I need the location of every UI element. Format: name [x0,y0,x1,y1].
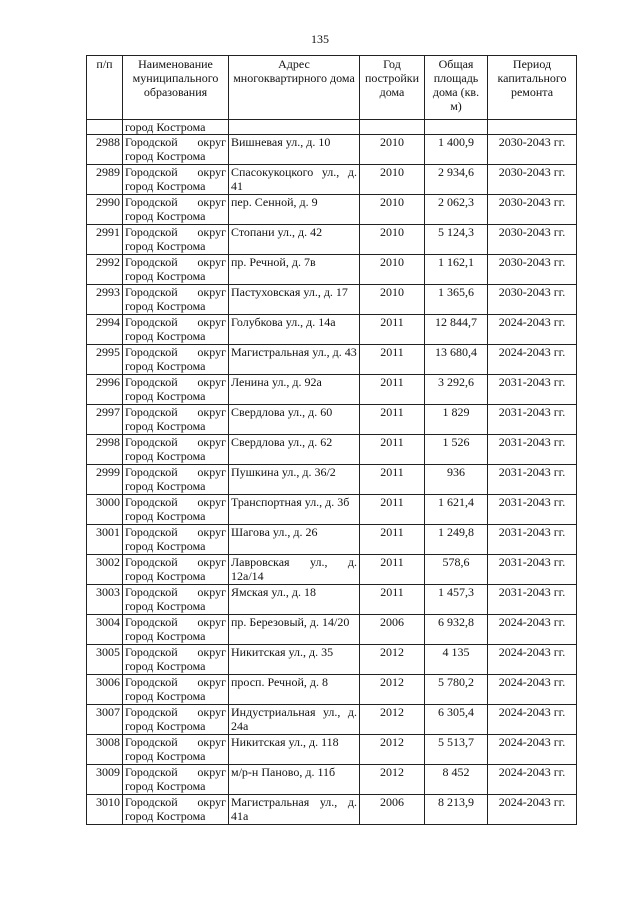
row-address: Магистральная ул., д. 43 [229,345,360,375]
row-year: 2010 [360,255,425,285]
table-row [87,465,577,495]
table-header [87,56,577,120]
municipality-word-1: Городской [125,195,178,209]
row-period: 2030-2043 гг. [488,165,577,195]
table-row [87,795,577,825]
header-num: п/п [87,56,123,120]
continuation-municipality: город Кострома [123,120,229,135]
row-address: Вишневая ул., д. 10 [229,135,360,165]
table-row [87,165,577,195]
municipality-word-2: округ [197,405,226,419]
row-period: 2031-2043 гг. [488,495,577,525]
row-area: 5 513,7 [425,735,488,765]
municipality-line-1 [125,345,226,359]
municipality-line-2: город Кострома [125,329,206,343]
row-year: 2010 [360,195,425,225]
row-municipality [123,135,229,165]
municipality-word-2: округ [197,615,226,629]
row-year: 2012 [360,765,425,795]
municipality-word-2: округ [197,225,226,239]
municipality-line-1 [125,435,226,449]
row-municipality [123,195,229,225]
row-number: 3001 [87,525,123,555]
table-row [87,615,577,645]
row-area: 1 829 [425,405,488,435]
row-municipality [123,525,229,555]
row-municipality [123,255,229,285]
row-area: 1 249,8 [425,525,488,555]
row-year: 2011 [360,555,425,585]
row-address: Магистральная ул., д. 41а [229,795,360,825]
row-area: 578,6 [425,555,488,585]
row-period: 2024-2043 гг. [488,705,577,735]
row-number: 2998 [87,435,123,465]
municipality-line-2: город Кострома [125,569,206,583]
municipality-line-1 [125,795,226,809]
row-address: Свердлова ул., д. 60 [229,405,360,435]
municipality-word-1: Городской [125,375,178,389]
municipality-line-1 [125,285,226,299]
municipality-line-2: город Кострома [125,509,206,523]
municipality-line-2: город Кострома [125,179,206,193]
row-municipality [123,585,229,615]
municipality-line-2: город Кострома [125,599,206,613]
municipality-word-1: Городской [125,585,178,599]
municipality-word-1: Городской [125,345,178,359]
municipality-line-1 [125,555,226,569]
table-row [87,495,577,525]
row-period: 2024-2043 гг. [488,765,577,795]
municipality-line-1 [125,525,226,539]
row-number: 2988 [87,135,123,165]
row-number: 2994 [87,315,123,345]
row-number: 2996 [87,375,123,405]
row-area: 2 062,3 [425,195,488,225]
municipality-word-1: Городской [125,795,178,809]
municipality-line-1 [125,735,226,749]
row-period: 2031-2043 гг. [488,465,577,495]
municipality-line-2: город Кострома [125,269,206,283]
table-row [87,765,577,795]
row-area: 1 621,4 [425,495,488,525]
header-area: Общая площадь дома (кв. м) [425,56,488,120]
row-number: 3006 [87,675,123,705]
municipality-word-2: округ [197,795,226,809]
row-number: 3008 [87,735,123,765]
municipality-word-1: Городской [125,525,178,539]
municipality-line-1 [125,225,226,239]
municipality-word-1: Городской [125,615,178,629]
header-address: Адрес многоквартирного дома [229,56,360,120]
table-row [87,195,577,225]
row-year: 2011 [360,345,425,375]
housing-registry-table [86,55,577,825]
row-area: 8 213,9 [425,795,488,825]
row-municipality [123,675,229,705]
municipality-line-1 [125,405,226,419]
municipality-word-1: Городской [125,555,178,569]
municipality-word-2: округ [197,765,226,779]
table-row [87,585,577,615]
municipality-line-2: город Кострома [125,539,206,553]
row-municipality [123,645,229,675]
table-row [87,675,577,705]
row-number: 2995 [87,345,123,375]
table-row [87,285,577,315]
row-period: 2030-2043 гг. [488,135,577,165]
municipality-line-1 [125,585,226,599]
row-number: 2992 [87,255,123,285]
municipality-word-1: Городской [125,255,178,269]
municipality-line-2: город Кострома [125,239,206,253]
municipality-word-2: округ [197,195,226,209]
municipality-line-1 [125,315,226,329]
row-area: 5 124,3 [425,225,488,255]
municipality-word-1: Городской [125,705,178,719]
row-number: 2993 [87,285,123,315]
row-year: 2011 [360,495,425,525]
municipality-word-2: округ [197,645,226,659]
table-row [87,435,577,465]
row-year: 2012 [360,645,425,675]
row-year: 2012 [360,675,425,705]
row-address: Шагова ул., д. 26 [229,525,360,555]
row-address: Никитская ул., д. 35 [229,645,360,675]
row-municipality [123,735,229,765]
header-row [87,56,577,120]
table-row [87,135,577,165]
row-address: пр. Березовый, д. 14/20 [229,615,360,645]
row-address: Лавровская ул., д. 12а/14 [229,555,360,585]
row-area: 6 305,4 [425,705,488,735]
row-year: 2010 [360,165,425,195]
row-number: 2997 [87,405,123,435]
row-year: 2012 [360,705,425,735]
row-municipality [123,615,229,645]
row-period: 2031-2043 гг. [488,585,577,615]
row-period: 2030-2043 гг. [488,195,577,225]
municipality-line-2: город Кострома [125,479,206,493]
header-year: Год постройки дома [360,56,425,120]
municipality-word-2: округ [197,165,226,179]
row-area: 5 780,2 [425,675,488,705]
municipality-line-1 [125,135,226,149]
row-number: 3004 [87,615,123,645]
row-area: 6 932,8 [425,615,488,645]
municipality-word-2: округ [197,435,226,449]
row-municipality [123,165,229,195]
row-address: Ленина ул., д. 92а [229,375,360,405]
municipality-line-1 [125,375,226,389]
row-address: Стопани ул., д. 42 [229,225,360,255]
row-year: 2006 [360,795,425,825]
row-municipality [123,225,229,255]
municipality-word-2: округ [197,465,226,479]
municipality-word-1: Городской [125,645,178,659]
row-period: 2030-2043 гг. [488,255,577,285]
row-area: 1 400,9 [425,135,488,165]
row-period: 2031-2043 гг. [488,555,577,585]
row-address: Пастуховская ул., д. 17 [229,285,360,315]
row-year: 2010 [360,225,425,255]
row-municipality [123,555,229,585]
municipality-line-1 [125,195,226,209]
municipality-line-2: город Кострома [125,449,206,463]
row-area: 13 680,4 [425,345,488,375]
municipality-word-2: округ [197,315,226,329]
municipality-word-1: Городской [125,165,178,179]
municipality-line-2: город Кострома [125,629,206,643]
municipality-word-2: округ [197,705,226,719]
row-period: 2031-2043 гг. [488,405,577,435]
municipality-line-1 [125,165,226,179]
row-year: 2012 [360,735,425,765]
row-period: 2031-2043 гг. [488,525,577,555]
row-number: 3010 [87,795,123,825]
row-period: 2024-2043 гг. [488,735,577,765]
continuation-area [425,120,488,135]
row-period: 2024-2043 гг. [488,795,577,825]
row-number: 2999 [87,465,123,495]
municipality-word-1: Городской [125,135,178,149]
row-period: 2031-2043 гг. [488,435,577,465]
row-number: 3007 [87,705,123,735]
row-number: 3005 [87,645,123,675]
municipality-line-2: город Кострома [125,389,206,403]
row-period: 2024-2043 гг. [488,315,577,345]
table-row [87,705,577,735]
table-row [87,735,577,765]
continuation-year [360,120,425,135]
row-municipality [123,315,229,345]
municipality-word-1: Городской [125,735,178,749]
continuation-period [488,120,577,135]
municipality-line-1 [125,675,226,689]
row-period: 2024-2043 гг. [488,345,577,375]
row-year: 2011 [360,435,425,465]
municipality-word-2: округ [197,135,226,149]
municipality-line-2: город Кострома [125,719,206,733]
row-period: 2024-2043 гг. [488,645,577,675]
row-number: 2991 [87,225,123,255]
row-year: 2010 [360,135,425,165]
row-municipality [123,375,229,405]
municipality-line-2: город Кострома [125,749,206,763]
row-year: 2006 [360,615,425,645]
row-address: Транспортная ул., д. 3б [229,495,360,525]
municipality-line-2: город Кострома [125,359,206,373]
row-address: Спасокукоцкого ул., д. 41 [229,165,360,195]
row-area: 4 135 [425,645,488,675]
municipality-line-2: город Кострома [125,689,206,703]
row-number: 3003 [87,585,123,615]
municipality-word-1: Городской [125,315,178,329]
municipality-line-1 [125,765,226,779]
municipality-word-1: Городской [125,435,178,449]
row-municipality [123,795,229,825]
municipality-word-1: Городской [125,225,178,239]
row-area: 936 [425,465,488,495]
row-number: 3002 [87,555,123,585]
row-year: 2011 [360,315,425,345]
row-address: пер. Сенной, д. 9 [229,195,360,225]
municipality-word-2: округ [197,285,226,299]
row-address: пр. Речной, д. 7в [229,255,360,285]
row-municipality [123,345,229,375]
table-row [87,375,577,405]
table-row [87,345,577,375]
municipality-line-1 [125,495,226,509]
municipality-line-1 [125,705,226,719]
municipality-word-2: округ [197,735,226,749]
row-area: 1 365,6 [425,285,488,315]
row-municipality [123,435,229,465]
row-period: 2024-2043 гг. [488,615,577,645]
table-row [87,645,577,675]
municipality-line-2: город Кострома [125,149,206,163]
row-municipality [123,465,229,495]
municipality-word-2: округ [197,675,226,689]
municipality-line-2: город Кострома [125,419,206,433]
row-year: 2011 [360,375,425,405]
row-area: 1 526 [425,435,488,465]
municipality-word-1: Городской [125,405,178,419]
row-area: 12 844,7 [425,315,488,345]
table-row [87,525,577,555]
municipality-word-1: Городской [125,765,178,779]
municipality-word-2: округ [197,255,226,269]
row-period: 2024-2043 гг. [488,675,577,705]
row-address: просп. Речной, д. 8 [229,675,360,705]
municipality-line-1 [125,645,226,659]
municipality-word-1: Городской [125,495,178,509]
row-area: 3 292,6 [425,375,488,405]
municipality-line-2: город Кострома [125,779,206,793]
table-row [87,225,577,255]
table-row [87,255,577,285]
page-number: 135 [311,32,329,46]
row-number: 3000 [87,495,123,525]
row-address: Никитская ул., д. 118 [229,735,360,765]
row-area: 2 934,6 [425,165,488,195]
continuation-address [229,120,360,135]
header-municipality: Наименование муниципального образования [123,56,229,120]
municipality-line-2: город Кострома [125,209,206,223]
row-year: 2011 [360,465,425,495]
municipality-line-1 [125,615,226,629]
municipality-line-1 [125,255,226,269]
municipality-word-2: округ [197,525,226,539]
row-municipality [123,285,229,315]
municipality-line-2: город Кострома [125,659,206,673]
municipality-line-2: город Кострома [125,809,206,823]
row-year: 2011 [360,405,425,435]
row-address: Пушкина ул., д. 36/2 [229,465,360,495]
municipality-word-2: округ [197,495,226,509]
row-address: Индустриальная ул., д. 24а [229,705,360,735]
row-year: 2011 [360,585,425,615]
municipality-word-2: округ [197,555,226,569]
header-period: Период капитального ремонта [488,56,577,120]
row-area: 1 457,3 [425,585,488,615]
row-address: Голубкова ул., д. 14а [229,315,360,345]
table-row [87,555,577,585]
row-area: 1 162,1 [425,255,488,285]
row-municipality [123,705,229,735]
row-period: 2030-2043 гг. [488,225,577,255]
municipality-line-1 [125,465,226,479]
row-year: 2010 [360,285,425,315]
row-number: 2990 [87,195,123,225]
row-municipality [123,495,229,525]
municipality-word-2: округ [197,375,226,389]
row-period: 2030-2043 гг. [488,285,577,315]
table-body [87,120,577,825]
municipality-line-2: город Кострома [125,299,206,313]
row-area: 8 452 [425,765,488,795]
row-address: м/р-н Паново, д. 11б [229,765,360,795]
table-row [87,405,577,435]
continuation-num [87,120,123,135]
row-year: 2011 [360,525,425,555]
continuation-row [87,120,577,135]
municipality-word-1: Городской [125,465,178,479]
row-number: 2989 [87,165,123,195]
row-period: 2031-2043 гг. [488,375,577,405]
row-address: Ямская ул., д. 18 [229,585,360,615]
municipality-word-2: округ [197,585,226,599]
table-row [87,315,577,345]
municipality-word-2: округ [197,345,226,359]
row-municipality [123,405,229,435]
row-address: Свердлова ул., д. 62 [229,435,360,465]
row-number: 3009 [87,765,123,795]
municipality-word-1: Городской [125,285,178,299]
row-municipality [123,765,229,795]
municipality-word-1: Городской [125,675,178,689]
